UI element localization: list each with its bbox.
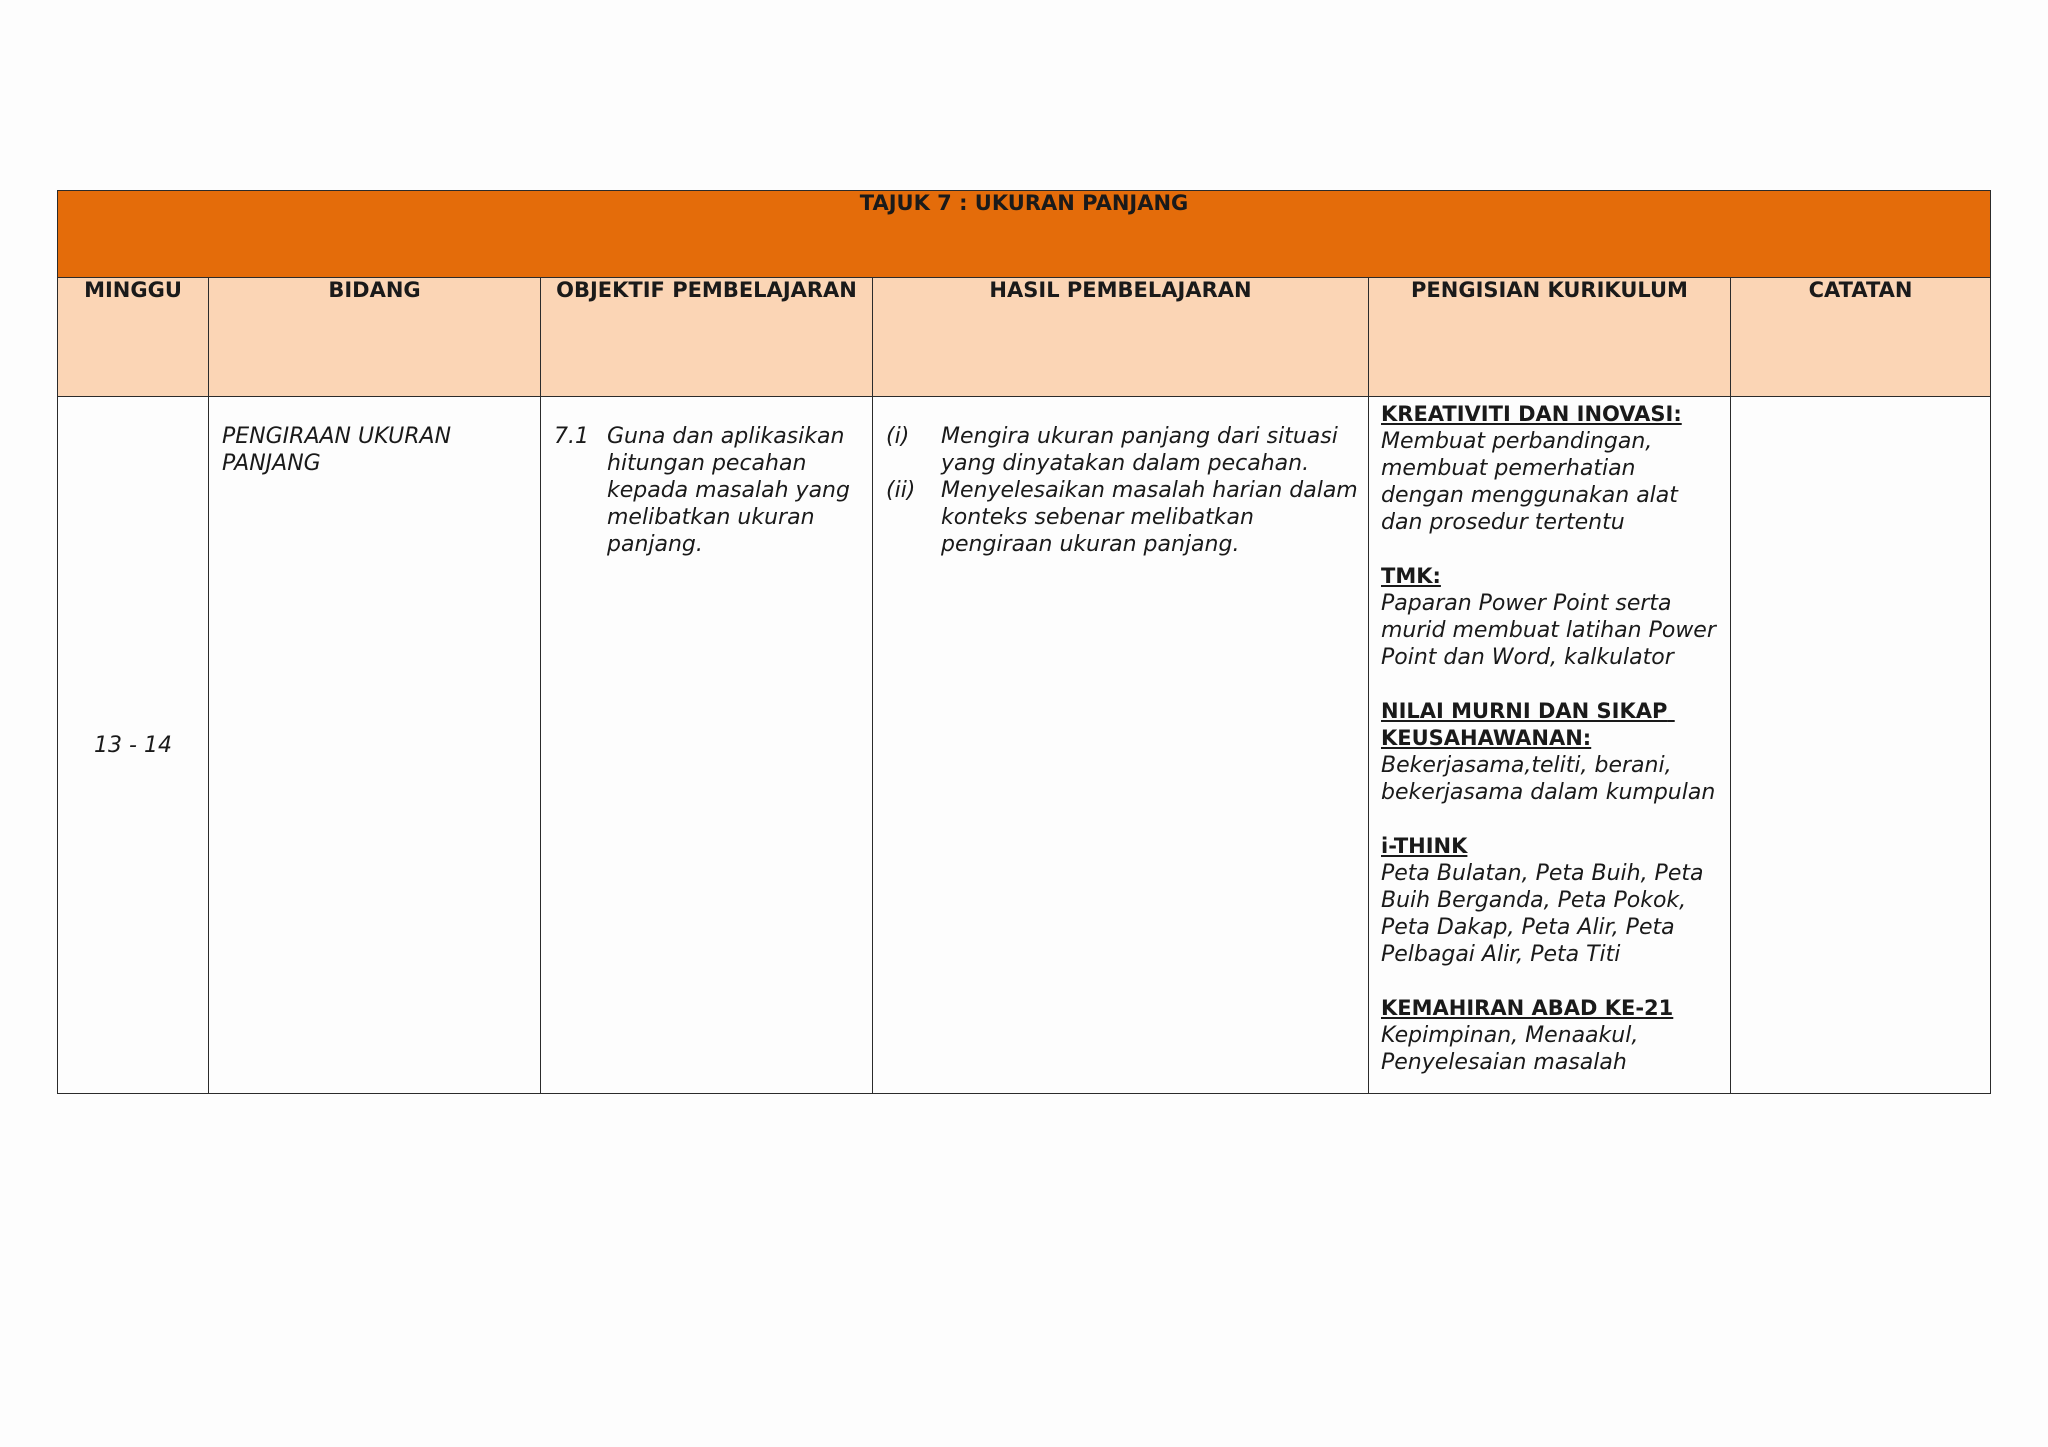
- lesson-plan-table: [57, 190, 1991, 1094]
- title-row: [58, 191, 1991, 278]
- cell-minggu: 13 - 14: [58, 397, 209, 1094]
- pengisian-section: [1381, 995, 1720, 1076]
- hasil-item: [886, 423, 1360, 477]
- cell-hasil: [873, 397, 1369, 1094]
- hasil-marker: (i): [886, 424, 910, 449]
- pengisian-text: Membuat perbandingan, membuat pemerhatian dengan menggunakan alat dan prosedur tertentu: [1381, 429, 1678, 535]
- pengisian-text: Kepimpinan, Menaakul, Penyelesaian masalah: [1381, 1023, 1639, 1075]
- cell-bidang: [209, 397, 541, 1094]
- header-minggu: MINGGU: [58, 278, 209, 397]
- pengisian-heading: TMK:: [1381, 564, 1441, 588]
- header-pengisian: PENGISIAN KURIKULUM: [1369, 278, 1731, 397]
- header-bidang: BIDANG: [209, 278, 541, 397]
- objektif-text: Guna dan aplikasikan hitungan pecahan kepada masalah yang melibatkan ukuran panjang.: [607, 424, 850, 557]
- pengisian-heading: NILAI MURNI DAN SIKAP KEUSAHAWANAN:: [1381, 699, 1675, 750]
- pengisian-text: Peta Bulatan, Peta Buih, Peta Buih Berganda, Peta Pokok, Peta Dakap, Peta Alir, Peta Pelbagai Alir, Peta Titi: [1381, 861, 1704, 967]
- cell-objektif: [541, 397, 873, 1094]
- header-row: [58, 278, 1991, 397]
- pengisian-heading: KREATIVITI DAN INOVASI:: [1381, 402, 1682, 426]
- objektif-item: [554, 423, 860, 558]
- header-catatan: CATATAN: [1731, 278, 1991, 397]
- pengisian-section: [1381, 401, 1720, 536]
- cell-pengisian: [1369, 397, 1731, 1094]
- table-title: TAJUK 7 : UKURAN PANJANG: [58, 191, 1991, 278]
- cell-catatan: [1731, 397, 1991, 1094]
- hasil-text: Menyelesaikan masalah harian dalam konteks sebenar melibatkan pengiraan ukuran panjang.: [941, 478, 1358, 557]
- pengisian-text: Paparan Power Point serta murid membuat latihan Power Point dan Word, kalkulator: [1381, 591, 1716, 670]
- hasil-marker: (ii): [886, 478, 916, 503]
- pengisian-section: [1381, 833, 1720, 968]
- pengisian-heading: KEMAHIRAN ABAD KE-21: [1381, 996, 1674, 1020]
- pengisian-section: [1381, 698, 1720, 806]
- hasil-text: Mengira ukuran panjang dari situasi yang dinyatakan dalam pecahan.: [941, 424, 1338, 476]
- hasil-item: [886, 477, 1360, 558]
- pengisian-section: [1381, 563, 1720, 671]
- header-objektif: OBJEKTIF PEMBELAJARAN: [541, 278, 873, 397]
- table-row: [58, 397, 1991, 1094]
- pengisian-heading: i-THINK: [1381, 834, 1468, 858]
- objektif-number: 7.1: [554, 424, 589, 449]
- header-hasil: HASIL PEMBELAJARAN: [873, 278, 1369, 397]
- pengisian-text: Bekerjasama,teliti, berani, bekerjasama dalam kumpulan: [1381, 753, 1716, 805]
- bidang-text: PENGIRAAN UKURAN PANJANG: [222, 424, 452, 476]
